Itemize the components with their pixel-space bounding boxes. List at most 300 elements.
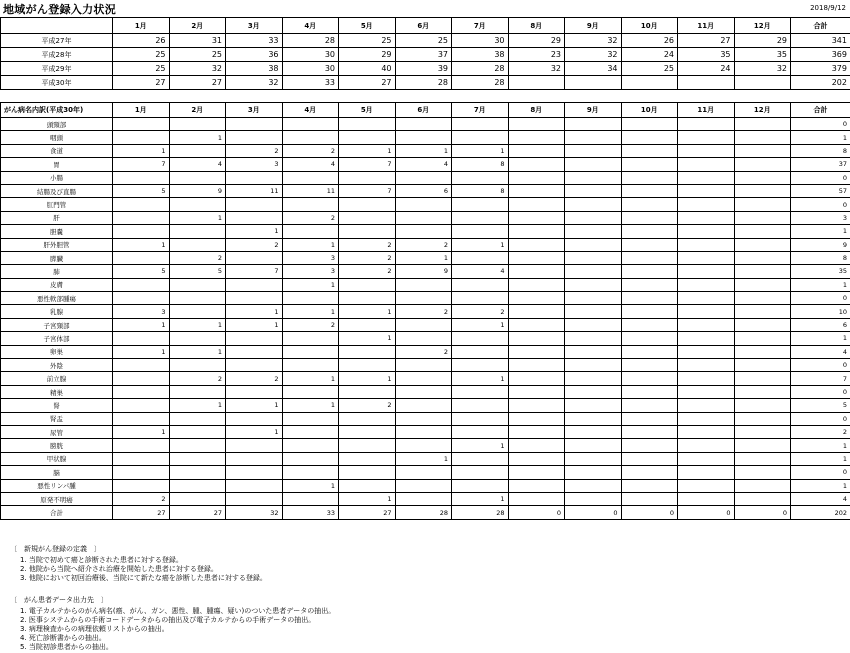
value-cell <box>452 359 509 372</box>
value-cell <box>452 278 509 291</box>
value-cell <box>678 372 735 385</box>
row-total-cell: 1 <box>791 452 850 465</box>
value-cell: 1 <box>282 399 339 412</box>
value-cell <box>282 412 339 425</box>
column-header: 2月 <box>169 18 226 34</box>
value-cell <box>395 372 452 385</box>
note-item: 3. 他院において初回治療後、当院にて新たな癌を診断した患者に対する登録。 <box>20 573 267 582</box>
value-cell <box>678 251 735 264</box>
value-cell <box>508 265 565 278</box>
value-cell <box>226 452 283 465</box>
value-cell: 1 <box>339 492 396 505</box>
value-cell: 32 <box>734 62 791 76</box>
value-cell <box>169 292 226 305</box>
column-header: 10月 <box>621 18 678 34</box>
cancer-row <box>1 211 850 224</box>
value-cell <box>621 318 678 331</box>
value-cell <box>678 198 735 211</box>
value-cell: 38 <box>226 62 283 76</box>
row-label: 尿管 <box>1 425 113 438</box>
value-cell <box>169 439 226 452</box>
value-cell <box>621 118 678 131</box>
value-cell <box>565 265 622 278</box>
value-cell: 25 <box>395 34 452 48</box>
value-cell <box>621 211 678 224</box>
value-cell <box>621 76 678 90</box>
value-cell: 25 <box>113 62 170 76</box>
row-label: 乳腺 <box>1 305 113 318</box>
column-header: 1月 <box>113 18 170 34</box>
value-cell: 1 <box>452 144 509 157</box>
value-cell <box>395 118 452 131</box>
value-cell <box>113 466 170 479</box>
value-cell <box>734 318 791 331</box>
value-cell <box>169 466 226 479</box>
value-cell <box>339 452 396 465</box>
value-cell: 2 <box>339 399 396 412</box>
value-cell: 8 <box>452 184 509 197</box>
row-label: 平成27年 <box>1 34 113 48</box>
value-cell <box>395 318 452 331</box>
value-cell: 1 <box>395 144 452 157</box>
note-item: 4. 死亡診断書からの抽出。 <box>20 633 106 642</box>
value-cell <box>621 412 678 425</box>
value-cell: 32 <box>226 506 283 519</box>
value-cell: 2 <box>452 305 509 318</box>
value-cell <box>678 425 735 438</box>
value-cell <box>452 345 509 358</box>
value-cell: 23 <box>508 48 565 62</box>
column-header: 1月 <box>113 103 170 118</box>
value-cell <box>621 225 678 238</box>
value-cell <box>734 184 791 197</box>
value-cell: 1 <box>169 211 226 224</box>
value-cell <box>113 171 170 184</box>
row-label: 結腸及び直腸 <box>1 184 113 197</box>
value-cell <box>169 359 226 372</box>
value-cell <box>734 492 791 505</box>
value-cell <box>452 211 509 224</box>
cancer-row <box>1 318 850 331</box>
row-total-cell: 6 <box>791 318 850 331</box>
value-cell: 5 <box>169 265 226 278</box>
column-header: 4月 <box>282 103 339 118</box>
value-cell: 4 <box>395 158 452 171</box>
value-cell <box>678 278 735 291</box>
cancer-row <box>1 385 850 398</box>
value-cell <box>226 385 283 398</box>
value-cell <box>565 278 622 291</box>
value-cell <box>734 225 791 238</box>
value-cell <box>734 345 791 358</box>
row-total-cell: 1 <box>791 131 850 144</box>
value-cell <box>734 385 791 398</box>
value-cell <box>282 345 339 358</box>
value-cell <box>621 184 678 197</box>
value-cell: 25 <box>169 48 226 62</box>
value-cell <box>339 318 396 331</box>
value-cell: 27 <box>169 506 226 519</box>
value-cell: 1 <box>169 345 226 358</box>
value-cell <box>508 158 565 171</box>
value-cell <box>226 251 283 264</box>
value-cell <box>508 292 565 305</box>
note-item: 5. 当院初診患者からの抽出。 <box>20 642 113 651</box>
row-label: 子宮体部 <box>1 332 113 345</box>
value-cell <box>621 198 678 211</box>
value-cell <box>395 385 452 398</box>
value-cell <box>113 131 170 144</box>
value-cell <box>621 278 678 291</box>
value-cell <box>452 131 509 144</box>
value-cell <box>678 359 735 372</box>
value-cell <box>226 332 283 345</box>
value-cell <box>565 118 622 131</box>
value-cell <box>565 466 622 479</box>
value-cell <box>621 144 678 157</box>
value-cell: 1 <box>339 144 396 157</box>
value-cell <box>339 171 396 184</box>
value-cell <box>678 76 735 90</box>
corner-header <box>1 18 113 34</box>
value-cell: 24 <box>621 48 678 62</box>
value-cell <box>734 466 791 479</box>
cancer-row <box>1 305 850 318</box>
value-cell <box>621 292 678 305</box>
row-label: 咽頭 <box>1 131 113 144</box>
value-cell <box>282 492 339 505</box>
value-cell <box>169 332 226 345</box>
value-cell <box>565 305 622 318</box>
note-item: 2. 医事システムからの手術コードデータからの抽出及び電子カルテからの手術データの抽出。 <box>20 615 316 624</box>
cancer-row <box>1 118 850 131</box>
value-cell <box>113 399 170 412</box>
value-cell <box>565 211 622 224</box>
value-cell <box>565 332 622 345</box>
row-label: 頭頸部 <box>1 118 113 131</box>
value-cell <box>282 385 339 398</box>
value-cell: 1 <box>339 332 396 345</box>
row-label: 卵巣 <box>1 345 113 358</box>
column-header: 9月 <box>565 103 622 118</box>
value-cell: 0 <box>734 506 791 519</box>
value-cell <box>621 251 678 264</box>
value-cell: 1 <box>226 225 283 238</box>
row-label: 合計 <box>1 506 113 519</box>
value-cell: 29 <box>734 34 791 48</box>
value-cell <box>339 225 396 238</box>
cancer-row <box>1 425 850 438</box>
value-cell <box>734 332 791 345</box>
yearly-registration-table <box>0 17 850 90</box>
notes-heading: 〔 新規がん登録の定義 〕 <box>10 545 101 553</box>
value-cell: 27 <box>339 506 396 519</box>
value-cell <box>621 131 678 144</box>
value-cell <box>508 359 565 372</box>
value-cell <box>734 265 791 278</box>
value-cell <box>282 292 339 305</box>
cancer-row <box>1 131 850 144</box>
row-label: 悪性リンパ腫 <box>1 479 113 492</box>
row-total-cell: 202 <box>791 506 850 519</box>
cancer-row <box>1 466 850 479</box>
value-cell <box>339 278 396 291</box>
row-total-cell: 0 <box>791 292 850 305</box>
column-header: 8月 <box>508 18 565 34</box>
value-cell <box>113 198 170 211</box>
value-cell <box>678 211 735 224</box>
row-total-cell: 57 <box>791 184 850 197</box>
value-cell: 4 <box>169 158 226 171</box>
row-total-cell: 10 <box>791 305 850 318</box>
value-cell <box>734 452 791 465</box>
column-header: 9月 <box>565 18 622 34</box>
value-cell: 11 <box>282 184 339 197</box>
value-cell: 1 <box>226 318 283 331</box>
value-cell: 7 <box>339 184 396 197</box>
value-cell: 28 <box>282 34 339 48</box>
value-cell <box>395 412 452 425</box>
value-cell <box>282 171 339 184</box>
cancer-row <box>1 158 850 171</box>
value-cell: 27 <box>678 34 735 48</box>
value-cell <box>282 198 339 211</box>
cancer-row <box>1 345 850 358</box>
value-cell <box>452 452 509 465</box>
value-cell <box>339 131 396 144</box>
row-total-cell: 1 <box>791 278 850 291</box>
value-cell <box>395 425 452 438</box>
value-cell <box>565 492 622 505</box>
value-cell <box>508 372 565 385</box>
value-cell <box>678 492 735 505</box>
table-header-row <box>1 103 850 118</box>
value-cell <box>452 251 509 264</box>
value-cell: 1 <box>226 305 283 318</box>
value-cell: 40 <box>339 62 396 76</box>
value-cell: 5 <box>113 184 170 197</box>
value-cell <box>282 359 339 372</box>
cancer-row <box>1 198 850 211</box>
value-cell <box>508 492 565 505</box>
value-cell: 2 <box>282 144 339 157</box>
value-cell: 32 <box>565 34 622 48</box>
value-cell: 36 <box>226 48 283 62</box>
value-cell <box>113 225 170 238</box>
value-cell: 1 <box>226 399 283 412</box>
cancer-row <box>1 452 850 465</box>
value-cell: 0 <box>565 506 622 519</box>
value-cell: 2 <box>339 251 396 264</box>
row-label: 精巣 <box>1 385 113 398</box>
value-cell: 1 <box>452 439 509 452</box>
value-cell <box>169 198 226 211</box>
row-total-cell: 1 <box>791 439 850 452</box>
column-header: 8月 <box>508 103 565 118</box>
row-total-cell: 1 <box>791 332 850 345</box>
row-label: 胃 <box>1 158 113 171</box>
row-total-cell: 3 <box>791 211 850 224</box>
value-cell <box>226 211 283 224</box>
row-total-cell: 379 <box>791 62 850 76</box>
value-cell <box>508 144 565 157</box>
value-cell: 29 <box>508 34 565 48</box>
value-cell <box>734 76 791 90</box>
value-cell: 1 <box>395 452 452 465</box>
value-cell: 35 <box>734 48 791 62</box>
value-cell: 2 <box>282 318 339 331</box>
value-cell <box>734 412 791 425</box>
value-cell: 1 <box>282 372 339 385</box>
value-cell <box>621 332 678 345</box>
value-cell <box>678 412 735 425</box>
column-header: 2月 <box>169 103 226 118</box>
cancer-row <box>1 225 850 238</box>
value-cell <box>452 412 509 425</box>
value-cell <box>508 305 565 318</box>
value-cell <box>169 171 226 184</box>
row-total-cell: 202 <box>791 76 850 90</box>
value-cell: 2 <box>395 345 452 358</box>
value-cell <box>621 479 678 492</box>
value-cell <box>678 452 735 465</box>
value-cell <box>282 425 339 438</box>
value-cell: 39 <box>395 62 452 76</box>
value-cell <box>734 238 791 251</box>
year-row <box>1 48 850 62</box>
row-label: 平成30年 <box>1 76 113 90</box>
cancer-row <box>1 265 850 278</box>
value-cell: 26 <box>113 34 170 48</box>
value-cell <box>395 332 452 345</box>
year-row <box>1 62 850 76</box>
value-cell <box>565 144 622 157</box>
value-cell: 27 <box>113 76 170 90</box>
value-cell: 1 <box>226 425 283 438</box>
value-cell: 2 <box>169 251 226 264</box>
value-cell <box>678 466 735 479</box>
value-cell <box>226 479 283 492</box>
value-cell: 2 <box>395 305 452 318</box>
value-cell: 29 <box>339 48 396 62</box>
value-cell: 8 <box>452 158 509 171</box>
value-cell <box>226 118 283 131</box>
row-label: 前立腺 <box>1 372 113 385</box>
value-cell: 28 <box>452 62 509 76</box>
report-date: 2018/9/12 <box>810 4 846 12</box>
value-cell <box>395 492 452 505</box>
cancer-row <box>1 251 850 264</box>
note-item: 1. 当院で初めて癌と診断された患者に対する登録。 <box>20 555 183 564</box>
value-cell <box>565 131 622 144</box>
value-cell <box>508 198 565 211</box>
value-cell <box>621 238 678 251</box>
table-header-row <box>1 18 850 34</box>
row-label: 小腸 <box>1 171 113 184</box>
row-label: 肺 <box>1 265 113 278</box>
value-cell <box>226 492 283 505</box>
value-cell <box>452 479 509 492</box>
definition-notes <box>10 545 267 583</box>
value-cell <box>282 118 339 131</box>
value-cell <box>621 372 678 385</box>
cancer-row <box>1 332 850 345</box>
value-cell <box>452 225 509 238</box>
note-item: 1. 電子カルテからのがん病名(癌、がん、ガン、悪性、腫、腫瘍、疑い)のついた患者データの抽出。 <box>20 606 336 615</box>
value-cell <box>565 225 622 238</box>
value-cell <box>339 385 396 398</box>
value-cell: 4 <box>282 158 339 171</box>
value-cell <box>565 399 622 412</box>
value-cell <box>678 305 735 318</box>
row-label: 肛門管 <box>1 198 113 211</box>
value-cell <box>169 479 226 492</box>
value-cell <box>565 184 622 197</box>
year-row <box>1 76 850 90</box>
value-cell <box>169 305 226 318</box>
row-label: 肝 <box>1 211 113 224</box>
value-cell <box>282 466 339 479</box>
value-cell: 1 <box>113 144 170 157</box>
row-total-cell: 0 <box>791 198 850 211</box>
value-cell: 25 <box>113 48 170 62</box>
value-cell <box>678 184 735 197</box>
value-cell <box>395 466 452 479</box>
column-header: 6月 <box>395 18 452 34</box>
value-cell <box>565 412 622 425</box>
value-cell <box>734 144 791 157</box>
value-cell <box>226 131 283 144</box>
value-cell <box>395 359 452 372</box>
value-cell: 1 <box>282 305 339 318</box>
row-total-cell: 341 <box>791 34 850 48</box>
cancer-row <box>1 292 850 305</box>
value-cell <box>113 278 170 291</box>
value-cell: 33 <box>282 506 339 519</box>
value-cell <box>169 492 226 505</box>
cancer-row <box>1 359 850 372</box>
row-total-cell: 8 <box>791 251 850 264</box>
row-label: 悪性軟部腫瘍 <box>1 292 113 305</box>
value-cell <box>113 372 170 385</box>
row-total-cell: 37 <box>791 158 850 171</box>
column-header: 3月 <box>226 18 283 34</box>
cancer-row <box>1 278 850 291</box>
value-cell <box>678 439 735 452</box>
value-cell: 28 <box>395 506 452 519</box>
value-cell: 35 <box>678 48 735 62</box>
row-total-cell: 369 <box>791 48 850 62</box>
value-cell <box>508 412 565 425</box>
value-cell <box>734 372 791 385</box>
row-total-cell: 9 <box>791 238 850 251</box>
value-cell <box>734 118 791 131</box>
value-cell <box>621 385 678 398</box>
value-cell <box>452 385 509 398</box>
value-cell <box>452 425 509 438</box>
value-cell: 1 <box>452 238 509 251</box>
value-cell <box>452 171 509 184</box>
row-label: 肝外胆管 <box>1 238 113 251</box>
value-cell <box>565 345 622 358</box>
row-total-cell: 8 <box>791 144 850 157</box>
value-cell: 34 <box>565 62 622 76</box>
value-cell: 26 <box>621 34 678 48</box>
value-cell <box>565 479 622 492</box>
value-cell <box>339 425 396 438</box>
value-cell: 2 <box>226 144 283 157</box>
value-cell: 9 <box>395 265 452 278</box>
